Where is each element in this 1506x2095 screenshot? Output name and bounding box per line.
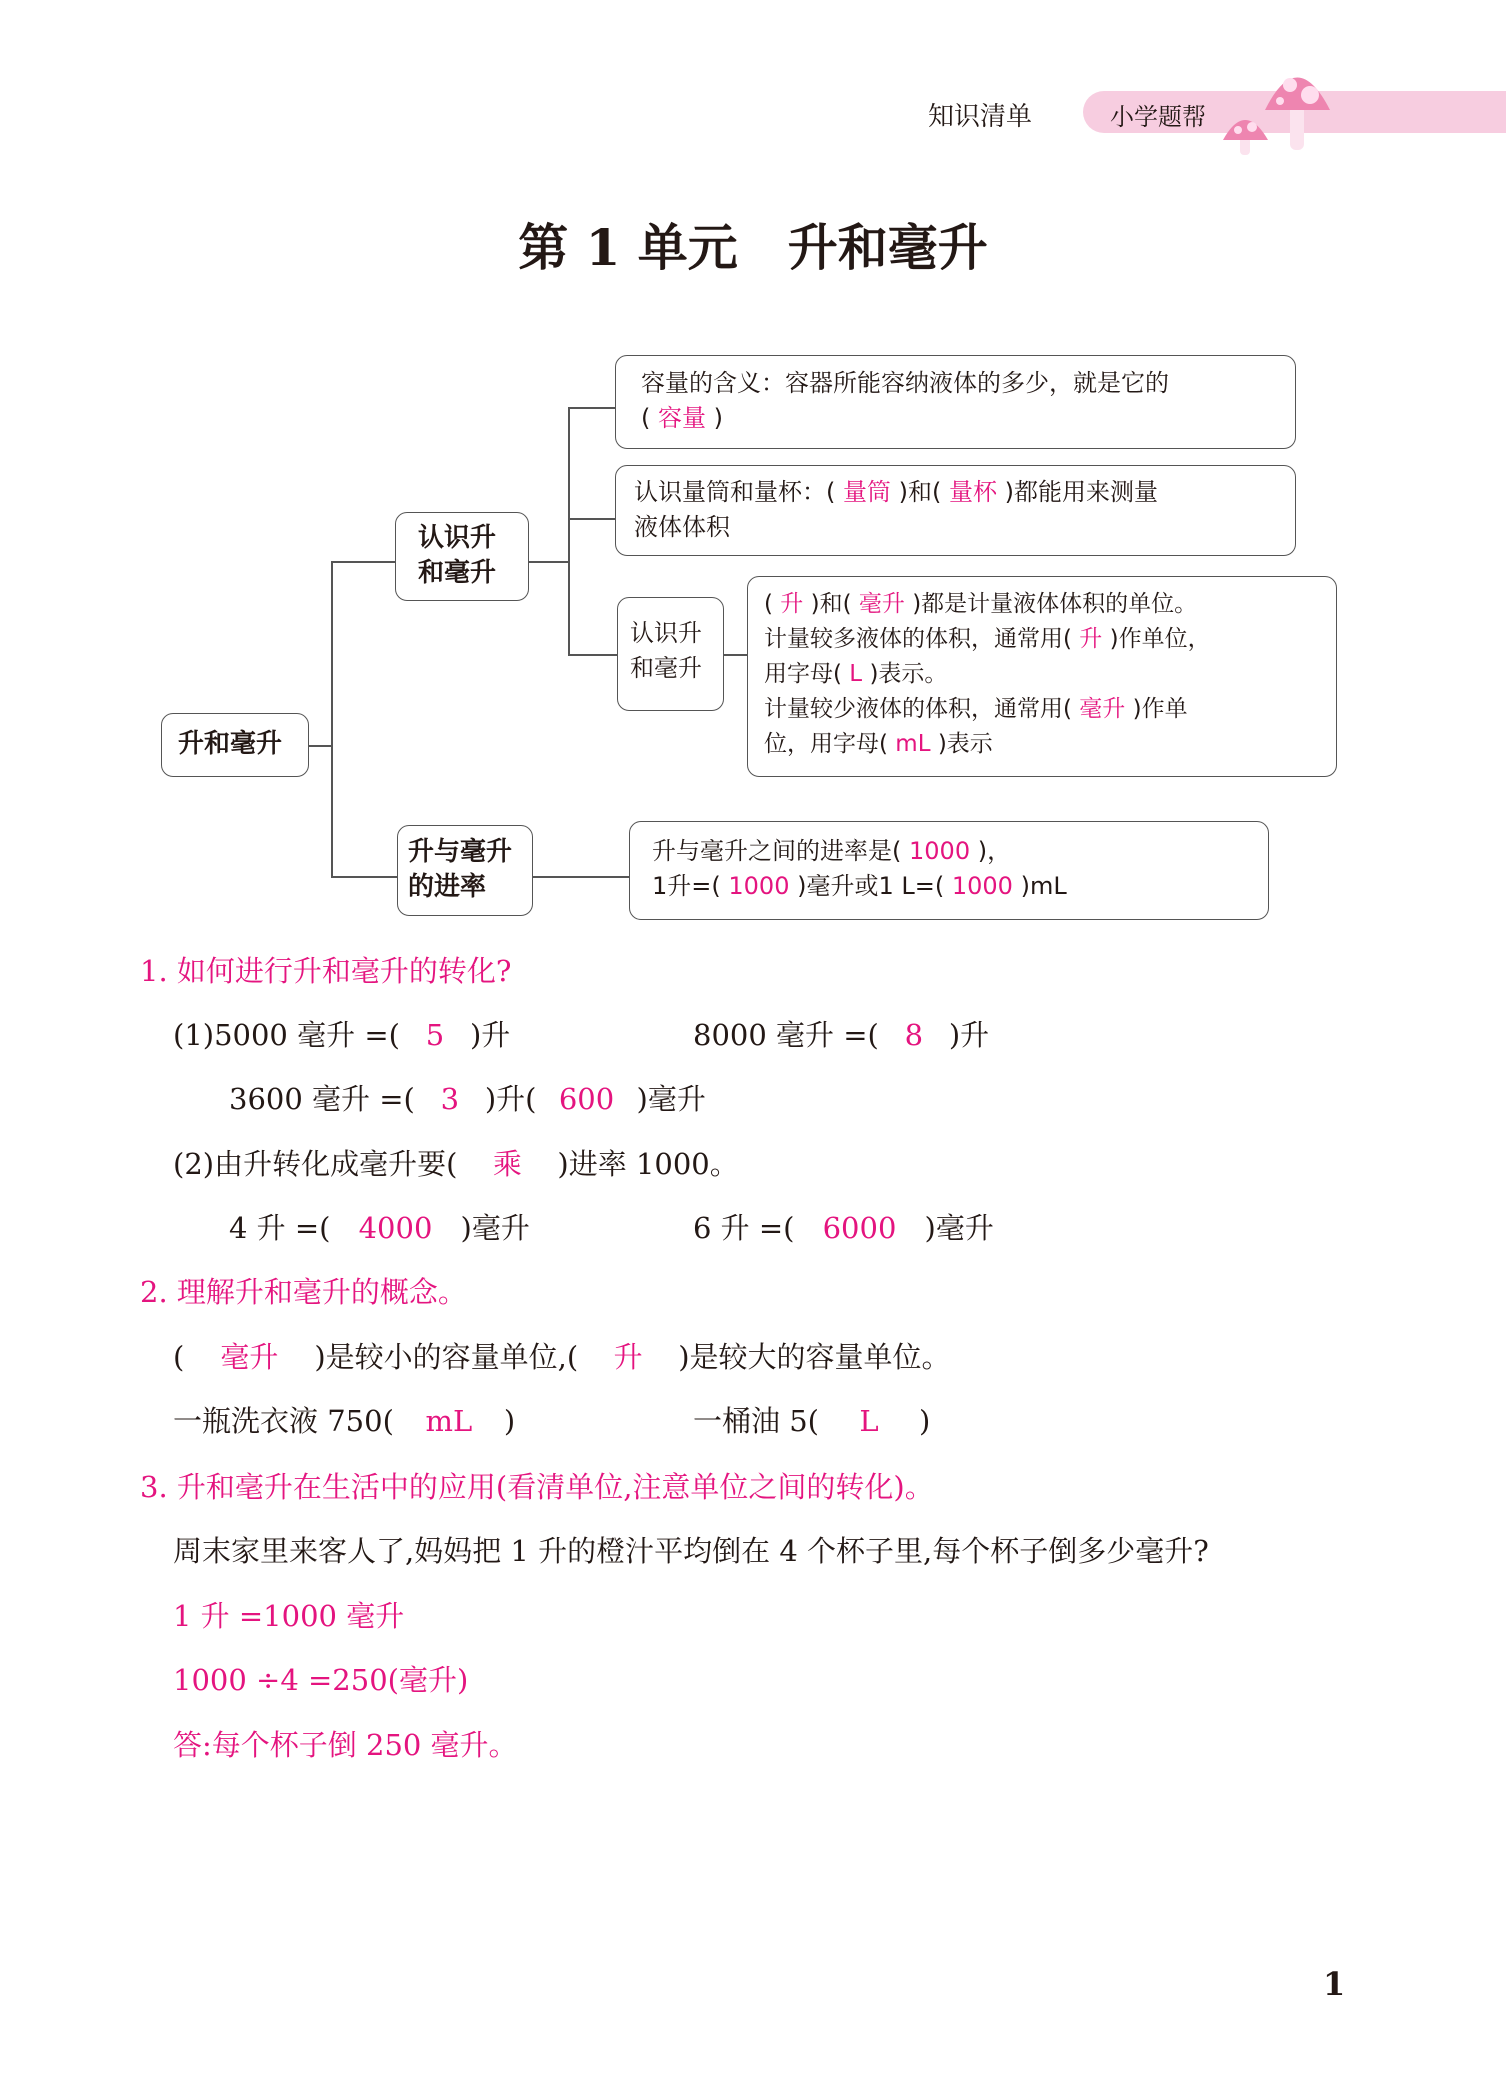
q3-heading: 3. 升和毫升在生活中的应用(看清单位,注意单位之间的转化)。 [140,1470,934,1504]
q1-item [693,1015,989,1055]
label: 和毫升 [418,558,497,588]
page-title: 第 1 单元 升和毫升 [518,218,988,277]
text: )作单位， [1109,626,1211,652]
connector-line [568,654,617,656]
text: )都是计量液体体积的单位。 [912,591,1198,617]
answer: 升 [780,591,804,617]
answer: 毫升 [858,591,905,617]
label: 认识升 [630,619,702,647]
text: )升 [948,1018,990,1052]
mindmap-branch-rate [397,825,533,916]
text: 1升=( [652,872,721,900]
mindmap-box-rate [629,821,1269,920]
mindmap-box-capacity [615,355,1296,449]
connector-line [568,407,570,656]
connector-line [533,876,629,878]
text: 8000 毫升 =( [693,1018,879,1052]
connector-line [331,561,333,877]
text: 一瓶洗衣液 750( [173,1404,394,1438]
text: )毫升 [460,1211,530,1245]
answer: 6000 [822,1211,897,1245]
q3-problem: 周末家里来客人了,妈妈把 1 升的橙汁平均倒在 4 个杯子里,每个杯子倒多少毫升? [173,1534,1209,1568]
q1-item [229,1079,706,1119]
q2-item [693,1401,930,1441]
answer: 量杯 [949,478,998,506]
text: )进率 1000。 [557,1147,739,1181]
connector-line [331,561,395,563]
label: 和毫升 [630,654,702,682]
answer: mL [425,1404,473,1438]
q1-heading: 1. 如何进行升和毫升的转化? [140,954,512,988]
answer: mL [895,731,931,757]
brand-label: 小学题帮 [1110,103,1206,131]
answer: 600 [558,1082,615,1116]
connector-line [309,745,332,747]
answer: 8 [904,1018,924,1052]
text: 升与毫升之间的进率是( [652,837,902,865]
answer: L [849,661,863,687]
answer: L [859,1404,879,1438]
text: )毫升 [636,1082,706,1116]
answer: 毫升 [1079,696,1126,722]
page-number: 1 [1323,1965,1346,2003]
text: )是较小的容量单位,( [314,1340,579,1374]
label: 认识升 [418,523,497,553]
answer: 升 [1079,626,1103,652]
q1-item [693,1208,994,1248]
answer: 4000 [358,1211,433,1245]
mindmap-sub-branch [617,597,724,711]
text: )和( [898,478,942,506]
text: )都能用来测量 [1004,478,1159,506]
text: ) [503,1404,516,1438]
answer: 升 [613,1340,643,1374]
answer: 5 [425,1018,445,1052]
connector-line [568,518,615,520]
q2-item [173,1337,951,1377]
text: )是较大的容量单位。 [678,1340,951,1374]
connector-line [568,407,615,409]
connector-line [724,654,747,656]
text: 一桶油 5( [693,1404,819,1438]
connector-line [529,561,569,563]
q3-solution: 1000 ÷4 =250(毫升) [173,1663,469,1697]
text: ( [173,1340,185,1374]
text: )毫升 [924,1211,994,1245]
answer: 1000 [909,837,971,865]
mushroom-icon [1220,55,1340,155]
mindmap-root: 升和毫升 [161,713,309,777]
label: 的进率 [408,872,487,902]
answer: 毫升 [220,1340,279,1374]
q1-item [229,1208,530,1248]
text: (1)5000 毫升 =( [173,1018,400,1052]
text: ) [918,1404,931,1438]
answer: 3 [440,1082,460,1116]
q1-item [173,1015,510,1055]
text: 6 升 =( [693,1211,795,1245]
text: ( [641,404,651,432]
text: 容量的含义：容器所能容纳液体的多少，就是它的 [641,369,1169,397]
text: 认识量筒和量杯：( [634,478,836,506]
text: 用字母( [764,661,842,687]
q2-item [173,1401,515,1441]
text: )表示 [937,731,993,757]
text: 4 升 =( [229,1211,331,1245]
text: 计量较多液体的体积，通常用( [764,626,1072,652]
q3-solution: 1 升 =1000 毫升 [173,1599,405,1633]
text: 液体体积 [634,513,730,541]
answer: 1000 [951,872,1013,900]
mindmap-box-units [747,576,1337,777]
text: )作单 [1132,696,1188,722]
mindmap-branch-recognize [395,512,529,601]
answer: 乘 [492,1147,522,1181]
text: ( [764,591,773,617]
text: ) [713,404,724,432]
connector-line [331,876,397,878]
answer: 量筒 [843,478,892,506]
q2-heading: 2. 理解升和毫升的概念。 [140,1275,467,1309]
label: 升与毫升 [408,837,513,867]
text: 位，用字母( [764,731,888,757]
text: )， [977,837,1012,865]
q1-item [173,1144,739,1184]
answer: 容量 [658,404,707,432]
text: )升 [469,1018,511,1052]
text: 3600 毫升 =( [229,1082,415,1116]
q3-answer: 答:每个杯子倒 250 毫升。 [173,1728,518,1762]
mindmap-box-cylinder [615,465,1296,556]
text: )毫升或1 L=( [797,872,945,900]
answer: 1000 [728,872,790,900]
text: (2)由升转化成毫升要( [173,1147,458,1181]
text: )mL [1020,872,1067,900]
text: )表示。 [869,661,948,687]
text: )和( [810,591,852,617]
text: 计量较少液体的体积，通常用( [764,696,1072,722]
text: )升( [484,1082,537,1116]
section-label: 知识清单 [928,102,1033,132]
